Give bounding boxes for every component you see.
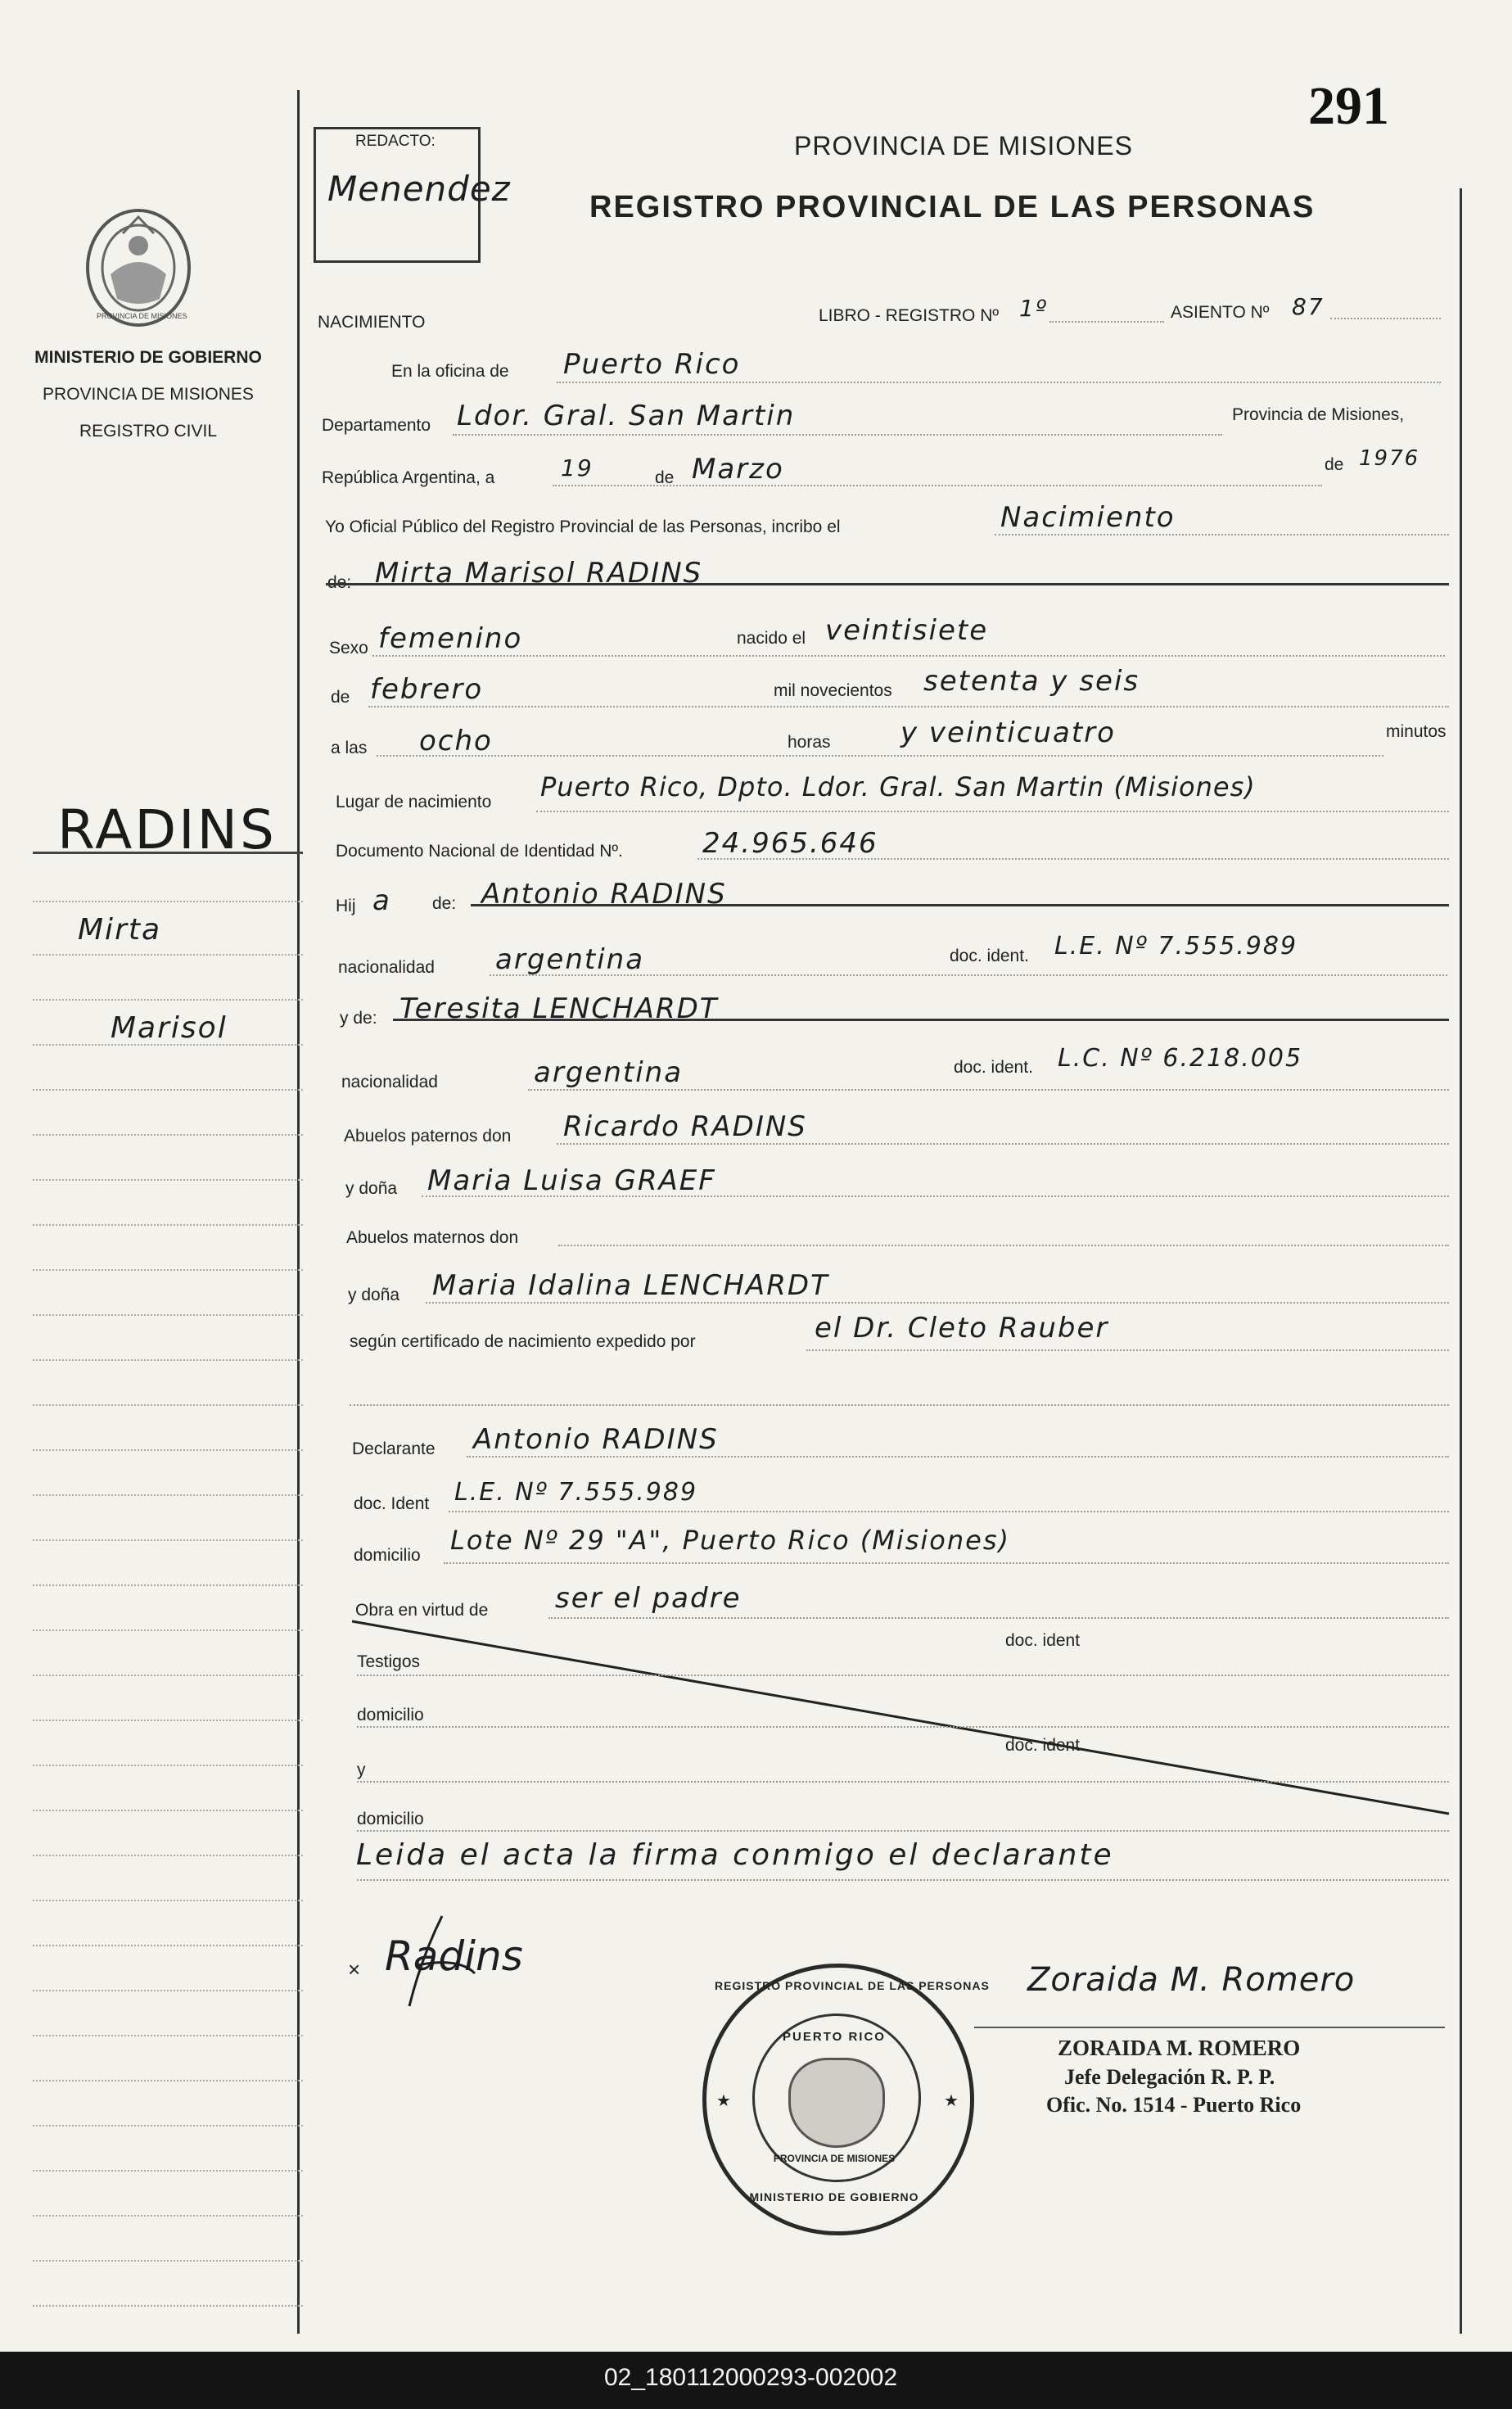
- nombre-value: Mirta Marisol RADINS: [375, 557, 703, 590]
- domicilio-value: Lote Nº 29 "A", Puerto Rico (Misiones): [450, 1525, 1010, 1556]
- official-stamp: REGISTRO PROVINCIAL DE LAS PERSONAS PUERTO RICO PROVINCIA DE MISIONES MINISTERIO DE GOBIERNO ★ ★: [702, 1964, 974, 2235]
- section-nacimiento: NACIMIENTO: [318, 313, 426, 332]
- declarant-signature-flourish: [385, 1908, 524, 2014]
- minutos-value: y veinticuatro: [900, 716, 1116, 749]
- abuelos-pat-label: Abuelos paternos don: [344, 1127, 512, 1146]
- footer-id: 02_180112000293-002002: [604, 2364, 898, 2391]
- doc-ident-decl-label: doc. Ident: [354, 1494, 430, 1513]
- redacto-label: REDACTO:: [355, 133, 436, 150]
- doc-ident-decl-value: L.E. Nº 7.555.989: [454, 1478, 698, 1507]
- stamp-bottom-text: MINISTERIO DE GOBIERNO: [749, 2190, 919, 2203]
- official-signature: Zoraida M. Romero: [1027, 1961, 1356, 1999]
- nombre-underline: [326, 583, 1449, 585]
- header-province: PROVINCIA DE MISIONES: [794, 131, 1133, 160]
- dona-label: y doña: [345, 1179, 398, 1198]
- nacido-value: veintisiete: [825, 614, 989, 647]
- obra-value: ser el padre: [555, 1582, 742, 1615]
- sexo-label: Sexo: [329, 639, 368, 658]
- testigos-strike-line: [352, 1617, 1449, 1818]
- domicilio-t1: domicilio: [357, 1706, 424, 1724]
- declarant-signature-mark: ×: [348, 1957, 361, 1982]
- declarante-value: Antonio RADINS: [473, 1423, 719, 1456]
- domicilio-t2: domicilio: [357, 1810, 424, 1828]
- doc-ident-label: doc. ident.: [950, 947, 1029, 965]
- y-de-label: y de:: [340, 1009, 377, 1028]
- asiento-value: 87: [1292, 293, 1325, 320]
- oficial-label: Yo Oficial Público del Registro Provincial de las Personas, incribo el: [325, 518, 841, 536]
- stamp-inner-top: PUERTO RICO: [783, 2030, 886, 2044]
- padre-value: Antonio RADINS: [481, 878, 727, 911]
- republica-label: República Argentina, a: [322, 468, 495, 487]
- nacionalidad-madre: argentina: [534, 1056, 684, 1089]
- sidebar-ruled-lines: [0, 0, 297, 2350]
- mil-label: mil novecientos: [774, 681, 892, 700]
- dia-value: 19: [561, 454, 594, 481]
- asiento-label: ASIENTO Nº: [1171, 303, 1270, 322]
- horas-value: ocho: [419, 725, 493, 757]
- oficial-value: Nacimiento: [1000, 501, 1176, 534]
- obra-label: Obra en virtud de: [355, 1601, 489, 1620]
- anio-nac-value: setenta y seis: [923, 665, 1140, 698]
- abuelos-mat-label: Abuelos maternos don: [346, 1228, 519, 1247]
- madre-underline: [393, 1019, 1449, 1021]
- de-nombre-label: de:: [327, 573, 352, 592]
- page-number: 291: [1308, 76, 1389, 136]
- sidebar-surname: RADINS: [57, 798, 277, 861]
- a-las-label: a las: [331, 739, 368, 757]
- oficina-value: Puerto Rico: [563, 348, 741, 381]
- redacto-signature: Menendez: [327, 169, 511, 209]
- testigos-label: Testigos: [357, 1652, 421, 1671]
- hija-label: Hij: [336, 897, 356, 915]
- sidebar-ministry: MINISTERIO DE GOBIERNO: [34, 348, 262, 367]
- official-office: Ofic. No. 1514 - Puerto Rico: [1046, 2093, 1302, 2117]
- abuelo-pat-value: Ricardo RADINS: [563, 1110, 807, 1143]
- doc-madre: L.C. Nº 6.218.005: [1058, 1044, 1303, 1073]
- doc-ident-t1: doc. ident: [1005, 1631, 1081, 1650]
- dona-label-2: y doña: [348, 1286, 400, 1304]
- certificado-label: según certificado de nacimiento expedido por: [350, 1332, 696, 1351]
- doc-padre: L.E. Nº 7.555.989: [1054, 932, 1298, 960]
- domicilio-label: domicilio: [354, 1546, 421, 1565]
- stamp-inner-bottom: PROVINCIA DE MISIONES: [773, 2153, 896, 2164]
- sidebar-province: PROVINCIA DE MISIONES: [43, 385, 254, 404]
- provincia-label: Provincia de Misiones,: [1232, 405, 1405, 424]
- closing-sentence: Leida el acta la firma conmigo el declarante: [356, 1838, 1114, 1872]
- header-title: REGISTRO PROVINCIAL DE LAS PERSONAS: [589, 190, 1316, 224]
- y-label: y: [357, 1760, 366, 1779]
- mes-nac-value: febrero: [370, 673, 484, 706]
- doc-ident-label-2: doc. ident.: [954, 1058, 1033, 1077]
- nacido-label: nacido el: [737, 629, 806, 648]
- departamento-label: Departamento: [322, 416, 431, 435]
- nacionalidad-label: nacionalidad: [338, 958, 435, 977]
- abuela-pat-value: Maria Luisa GRAEF: [427, 1164, 716, 1197]
- declarante-label: Declarante: [352, 1440, 436, 1458]
- abuela-mat-value: Maria Idalina LENCHARDT: [432, 1269, 829, 1302]
- redacto-box: [314, 127, 511, 263]
- official-name: ZORAIDA M. ROMERO: [1058, 2036, 1301, 2060]
- de-mes-label: de: [331, 688, 350, 707]
- libro-value: 1º: [1019, 295, 1049, 322]
- lugar-value: Puerto Rico, Dpto. Ldor. Gral. San Martin (Misiones): [540, 771, 1256, 802]
- sexo-value: femenino: [378, 622, 523, 655]
- hija-suffix: a: [372, 884, 391, 917]
- documento-value: 24.965.646: [702, 827, 878, 860]
- horas-label: horas: [788, 733, 831, 752]
- official-title: Jefe Delegación R. P. P.: [1064, 2065, 1275, 2089]
- sidebar-first-name: Mirta: [78, 913, 162, 947]
- madre-value: Teresita LENCHARDT: [399, 992, 719, 1025]
- documento-label: Documento Nacional de Identidad Nº.: [336, 842, 623, 861]
- left-margin-line: [297, 90, 300, 2334]
- de-label: de: [655, 468, 675, 487]
- stamp-outer-text: REGISTRO PROVINCIAL DE LAS PERSONAS: [715, 1979, 990, 1992]
- minutos-label: minutos: [1386, 722, 1447, 741]
- seal-text: PROVINCIA DE MISIONES: [97, 312, 187, 320]
- lugar-label: Lugar de nacimiento: [336, 793, 492, 811]
- padre-underline: [471, 904, 1449, 906]
- mes-value: Marzo: [692, 453, 784, 486]
- nacionalidad-padre: argentina: [495, 943, 645, 976]
- de-anio-label: de: [1325, 455, 1344, 474]
- hija-de-label: de:: [432, 894, 457, 913]
- sidebar-registry: REGISTRO CIVIL: [79, 422, 218, 441]
- certificado-value: el Dr. Cleto Rauber: [815, 1312, 1109, 1345]
- oficina-label: En la oficina de: [391, 362, 509, 381]
- declarant-signature: Radins: [385, 1932, 523, 1980]
- sidebar-second-name: Marisol: [111, 1011, 228, 1045]
- doc-ident-t2: doc. ident: [1005, 1736, 1081, 1755]
- nacionalidad-label-2: nacionalidad: [341, 1073, 438, 1092]
- anio-value: 1976: [1359, 446, 1420, 471]
- libro-label: LIBRO - REGISTRO Nº: [819, 306, 1000, 325]
- official-signature-line: [974, 2027, 1445, 2028]
- departamento-value: Ldor. Gral. San Martin: [457, 400, 796, 432]
- right-margin-line: [1460, 188, 1462, 2334]
